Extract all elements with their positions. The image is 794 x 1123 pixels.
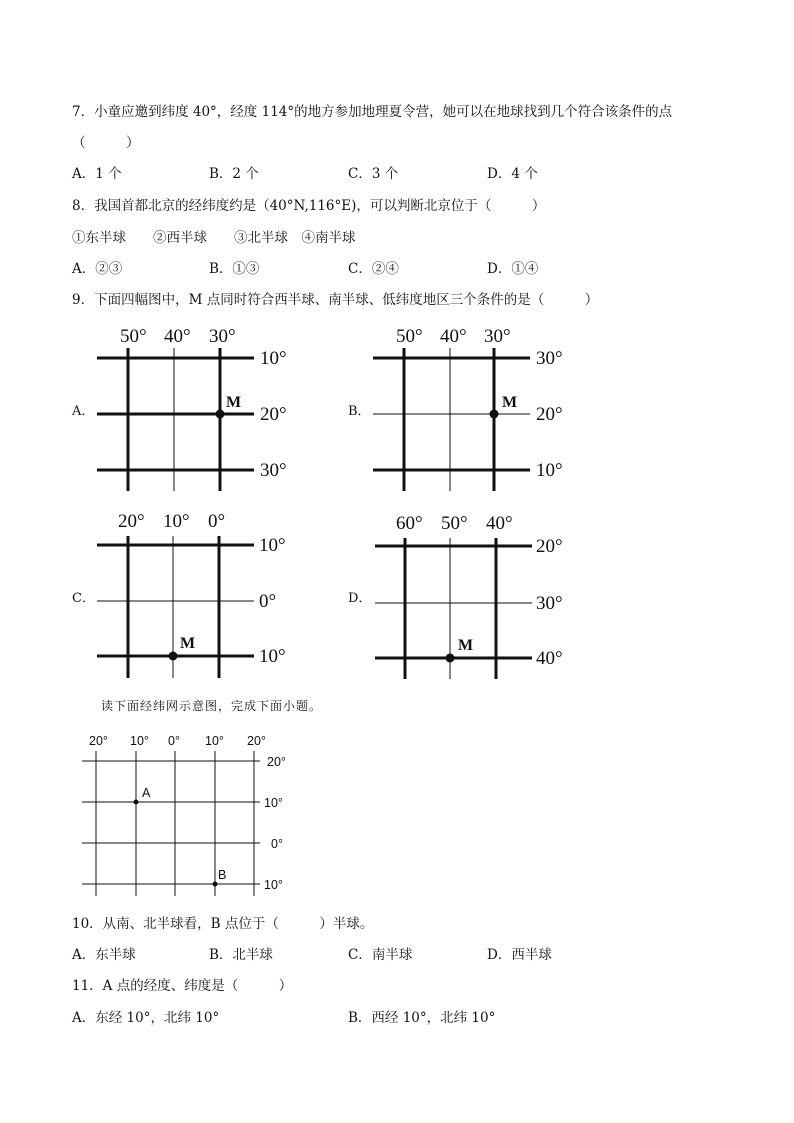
grid-d-right-label-3: 40° [536,648,563,669]
graticule-top-label-2: 10° [130,734,149,748]
grid-c-right-label-2: 0° [259,591,277,612]
grid-b-right-label-1: 30° [536,348,563,369]
q9-option-c-label: C． [72,591,95,606]
graticule-right-label-3: 0° [271,837,283,851]
grid-c-right-label-3: 10° [259,646,286,667]
q10-stem: 10．从南、北半球看，B 点位于（ ）半球。 [72,916,374,932]
q10-option-d: D．西半球 [487,947,552,963]
graticule-top-label-3: 0° [168,734,180,748]
graticule-point-a-label: A [142,786,151,800]
q8-stem: 8．我国首都北京的经纬度约是（40°N,116°E)，可以判断北京位于（ ） [72,198,546,214]
grid-c-point-m-label: M [180,635,196,652]
reading-instruction: 读下面经纬网示意图，完成下面小题。 [101,699,323,713]
graticule-right-label-1: 20° [267,755,286,769]
graticule-top-label-1: 20° [89,734,108,748]
grid-d-right-label-2: 30° [536,593,563,614]
grid-b-right-label-2: 20° [536,404,563,425]
q10-option-c: C．南半球 [348,947,413,963]
q7-option-a: A．1 个 [72,166,122,182]
grid-a-right-label-2: 20° [260,404,287,425]
graticule-right-label-2: 10° [264,796,283,810]
grid-a-top-label-1: 50° [120,326,147,347]
grid-d-top-label-1: 60° [396,513,423,534]
q11-option-b: B．西经 10°，北纬 10° [348,1010,496,1026]
graticule-right-label-4: 10° [264,878,283,892]
grid-a-top-label-2: 40° [164,326,191,347]
q7-stem: 7．小童应邀到纬度 40°，经度 114°的地方参加地理夏令营，她可以在地球找到几个符合该条件的点 [72,104,673,120]
grid-b-top-label-1: 50° [396,326,423,347]
q9-option-a-label: A． [72,404,95,419]
grid-a-point-m-label: M [226,394,242,411]
grid-c-top-label-2: 10° [163,511,190,532]
graticule-top-label-4: 10° [205,734,224,748]
grid-d-top-label-3: 40° [486,513,513,534]
grid-c-top-label-1: 20° [118,511,145,532]
q8-option-d: D．①④ [487,261,539,277]
grid-d-point-m-label: M [458,637,474,654]
grid-b-right-label-3: 10° [536,460,563,481]
grid-d-top-label-2: 50° [441,513,468,534]
q7-option-c: C．3 个 [348,166,399,182]
graticule-point-b-label: B [218,868,227,882]
grid-a-right-label-3: 30° [260,460,287,481]
q8-option-b: B．①③ [209,261,260,277]
graticule-top-label-5: 20° [247,734,266,748]
q7-option-b: B．2 个 [209,166,259,182]
grid-a-top-label-3: 30° [209,326,236,347]
graticule-point-b [213,882,218,887]
q8-choices: ①东半球 ②西半球 ③北半球 ④南半球 [72,230,356,246]
grid-b-top-label-2: 40° [440,326,467,347]
q7-option-d: D．4 个 [487,166,538,182]
q9-option-d-label: D． [348,591,372,606]
grid-b-top-label-3: 30° [484,326,511,347]
q8-option-c: C．②④ [348,261,399,277]
grid-a-right-label-1: 10° [260,348,287,369]
q9-stem: 9．下面四幅图中，M 点同时符合西半球、南半球、低纬度地区三个条件的是（ ） [72,292,599,308]
grid-b-point-m-label: M [502,394,518,411]
grid-c-right-label-1: 10° [259,535,286,556]
q11-option-a: A．东经 10°，北纬 10° [72,1010,220,1026]
q10-option-a: A．东半球 [72,947,136,963]
q9-option-b-label: B． [348,404,371,419]
q10-option-b: B．北半球 [209,947,273,963]
q11-stem: 11．A 点的经度、纬度是（ ） [72,978,293,994]
q7-answer-blank: （ ） [72,135,140,151]
grid-c-top-label-3: 0° [208,511,226,532]
q8-option-a: A．②③ [72,261,123,277]
graticule-point-a [134,800,139,805]
grid-d-right-label-1: 20° [536,536,563,557]
